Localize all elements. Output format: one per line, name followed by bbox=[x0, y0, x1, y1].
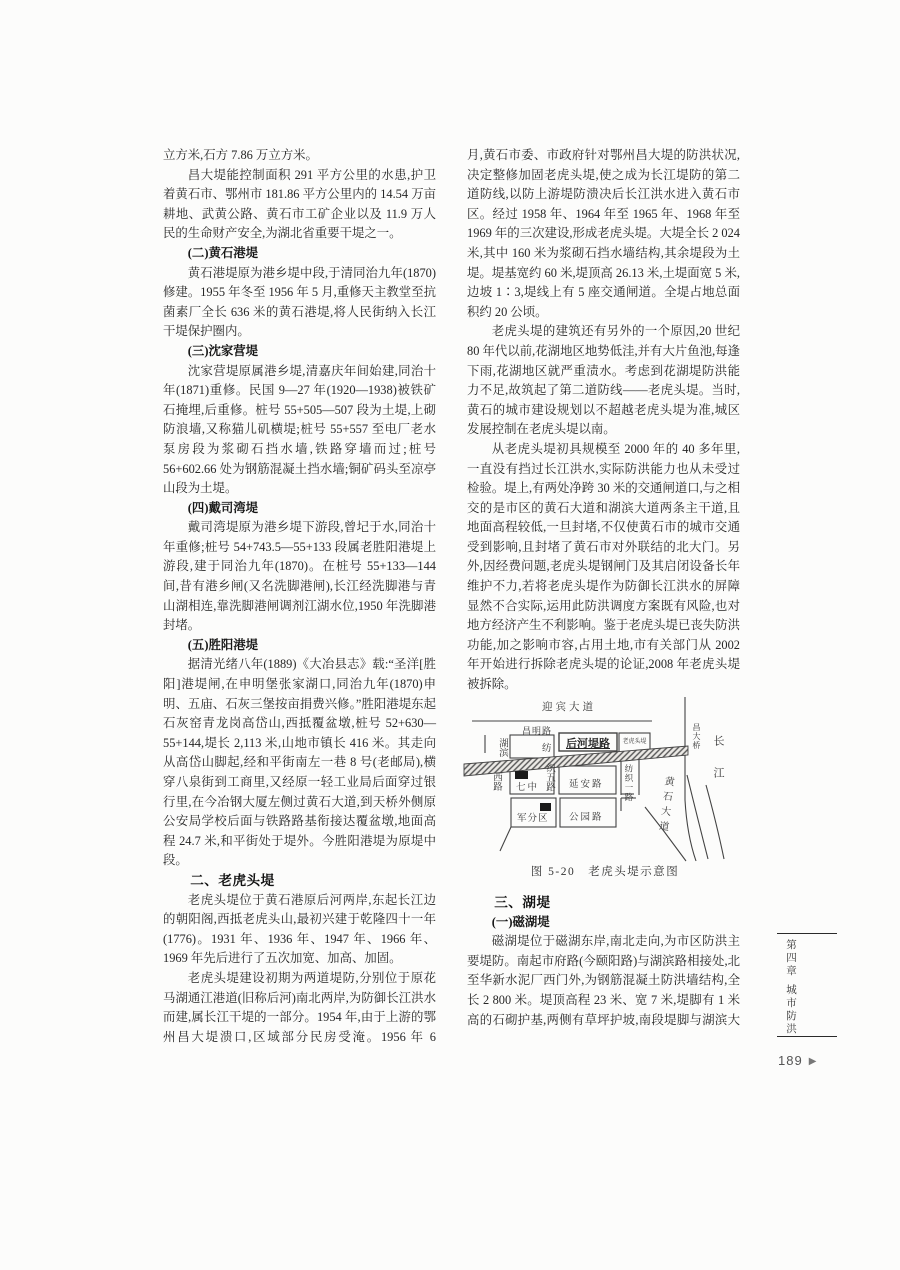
map-label-huangshidadao: 黄石大道 bbox=[655, 775, 674, 837]
map-label-yananlu: 延安路 bbox=[569, 780, 604, 790]
paragraph: 沈家营堤原属港乡堤,清嘉庆年间始建,同治十年(1871)重修。民国 9—27 年(1920—1938)被铁矿石掩埋,后重修。桩号 55+505—507 段为土堤,上砌防浪墙,又称猫儿矶横堤;桩号 55+557 至电厂老水泵房段为浆砌石挡水墙,铁路穿墙而过;桩号 56+602.66 处为钢筋混凝土挡水墙;铜矿码头至凉亭山段为土堤。 bbox=[163, 363, 436, 496]
section-heading: 三、湖堤 bbox=[494, 895, 551, 910]
paragraph: 立方米,石方 7.86 万立方米。 bbox=[163, 148, 318, 162]
figure-caption: 图 5-20 老虎头堤示意图 bbox=[530, 866, 680, 878]
paragraph: 老虎头堤位于黄石港原后河两岸,东起长江边的朝阳阁,西抵老虎头山,最初兴建于乾隆四十一年(1776)。1931 年、1936 年、1947 年、1966 年、1969 年先后进行了五次加宽、加高、加固。 bbox=[163, 892, 436, 966]
paragraph: 月,黄石市委、市政府针对鄂州昌大堤的防洪状况,决定整修加固老虎头堤,使之成为长江堤防的第二道防线,以防上游堤防溃决后长江洪水进入黄石市区。经过 1958 年、1964 年至 1965 年、1968 年至 1969 年的三次建设,形成老虎头堤。大堤全长 2 024 米,其中 160 米为浆砌石挡水墙结构,其余堤段为土堤。堤基宽约 60 米,堤顶高 26.13 米,土堤面宽 5 米,边坡 1∶3,堤线上有 5 座交通闸道。全堤占地总面积约 20 公顷。 bbox=[467, 148, 740, 319]
map-label-gongyuanlu: 公园路 bbox=[569, 813, 604, 823]
paragraph: 老虎头堤的建筑还有另外的一个原因,20 世纪 80 年代以前,花湖地区地势低洼,并有大片鱼池,每逢下雨,花湖地区就严重渍水。考虑到花湖堤防洪能力不足,故筑起了第二道防线——老虎头堤。当时,黄石的城市建设规划以不超越老虎头堤为准,城区发展控制在老虎头堤以南。 bbox=[467, 324, 740, 437]
section-heading: (五)胜阳港堤 bbox=[187, 637, 259, 652]
paragraph: 昌大堤能控制面积 291 平方公里的水患,护卫着黄石市、鄂州市 181.86 平方公里内的 14.54 万亩耕地、武黄公路、黄石市工矿企业以及 11.9 万人民的生命财产安全,为湖北省重要干堤之一。 bbox=[163, 167, 436, 241]
paragraph: 戴司湾堤原为港乡堤下游段,曾圮于水,同治十年重修;桩号 54+743.5—55+133 段属老胜阳港堤上游段,建于同治九年(1870)。在桩号 55+133—144 间,昔有港乡闸(又名洗脚港闸),长江经洗脚港与青山湖相连,靠洗脚港闸调剂江湖水位,1950 年洗脚港封堵。 bbox=[163, 520, 436, 633]
page-number bbox=[778, 1053, 817, 1068]
section-heading: (二)黄石港堤 bbox=[187, 245, 259, 260]
section-heading: 二、老虎头堤 bbox=[190, 872, 275, 888]
paragraph: 黄石港堤原为港乡堤中段,于清同治九年(1870)修建。1955 年冬至 1956 年 5 月,重修天主教堂至抗菌素厂全长 636 米的黄石港堤,将人民街纳入长江干堤保护圈内。 bbox=[163, 265, 436, 339]
sidebar-rule-bottom bbox=[777, 1036, 837, 1037]
page-number-arrow-icon: ▶ bbox=[808, 1056, 818, 1067]
paragraph: 据清光绪八年(1889)《大冶县志》载:“圣洋[胜阳]港堤闸,在申明堡张家湖口,同治九年(1870)申明、五庙、石灰三堡按亩捐费兴修。”胜阳港堤东起石灰窑青龙岗高岱山,西抵覆盆墩,桩号 52+630—55+144,堤长 2,113 米,山地市镇长 416 米。其走向从高岱山脚起,经和平街南左一巷 8 号(老邮局),横穿八泉街到工商里,又经原一轻工业局后面穿过银行里,在今冶钢大厦左侧过黄石大道,到天桥外侧原公安局学校后面与铁路路基衔接达覆盆墩,地面高程 24.7 米,和平街处于堤外。今胜阳港堤为原堤中段。 bbox=[163, 657, 436, 868]
map-label-changdaqiao: 昌大桥 bbox=[692, 723, 701, 750]
map-label-xilu: 西路 bbox=[491, 772, 501, 791]
left-column bbox=[163, 146, 436, 1047]
paragraph: 老虎头堤建设初期为两道堤防,分别位于原花马湖通江港道(旧称后河)南北两岸,为防御长江洪水而建,属长江干堤的一部分。1954 年,由于上游的鄂州昌大堤溃口,区域部分民房受淹。1956 年 6 bbox=[163, 970, 436, 1044]
map-label-fang: 纺 bbox=[542, 744, 552, 754]
map-label-changjiang: 长江 bbox=[712, 735, 724, 799]
right-column-top bbox=[467, 146, 740, 695]
map-label-changming-road: 昌明路 bbox=[522, 726, 553, 736]
sidebar-rule-top bbox=[777, 933, 837, 934]
page-number-value: 189 bbox=[778, 1053, 803, 1068]
section-heading: (四)戴司湾堤 bbox=[187, 500, 259, 515]
map-label-junfenqu: 军分区 bbox=[517, 814, 549, 824]
paragraph: 从老虎头堤初具规模至 2000 年的 40 多年里,一直没有挡过长江洪水,实际防洪能力也从未受过检验。堤上,有两处净跨 30 米的交通闸道口,与之相交的是市区的黄石大道和湖滨大道两条主干道,且地面高程较低,一旦封堵,不仅使黄石市的城市交通受到影响,且封堵了黄石市对外联结的北大门。另外,因经费问题,老虎头堤钢闸门及其启闭设备长年维护不力,若将老虎头堤作为防御长江洪水的屏障显然不合实际,运用此防洪调度方案既有风险,也对地方经济产生不利影响。鉴于老虎头堤已丧失防洪功能,加之影响市容,占用土地,市有关部门从 2002 年开始进行拆除老虎头堤的论证,2008 年老虎头堤被拆除。 bbox=[467, 441, 740, 692]
sidebar-chapter-title: 城市防洪 bbox=[785, 984, 796, 1036]
section-heading: (三)沈家营堤 bbox=[187, 343, 259, 358]
building-block bbox=[515, 771, 528, 779]
figure-map bbox=[458, 695, 790, 865]
map-label-houhedilu: 后河堤路 bbox=[566, 738, 610, 750]
paragraph: 磁湖堤位于磁湖东岸,南北走向,为市区防洪主要堤防。南起市府路(今颐阳路)与湖滨路相接处,北至华新水泥厂西门外,为钢筋混凝土防洪墙结构,全长 2 800 米。堤顶高程 23 米、宽 7 米,堤脚有 1 米高的石砌护基,两侧有草坪护坡,南段堤脚与湖滨大 bbox=[467, 934, 740, 1027]
map-label-yingbin-avenue: 迎宾大道 bbox=[542, 702, 596, 713]
right-column-bottom bbox=[467, 893, 740, 1030]
map-label-zhiwulu: 织五路 bbox=[544, 763, 554, 792]
map-label-qizhong: 七中 bbox=[516, 783, 540, 793]
map-label-hubin: 湖滨 bbox=[497, 738, 507, 757]
map-label-laohutoudi: 老虎头堤 bbox=[622, 739, 647, 745]
map-label-fangzhiyilu: 纺织一路 bbox=[624, 764, 634, 802]
section-heading: (一)磁湖堤 bbox=[491, 914, 550, 929]
sidebar-chapter: 第四章 bbox=[785, 939, 796, 978]
